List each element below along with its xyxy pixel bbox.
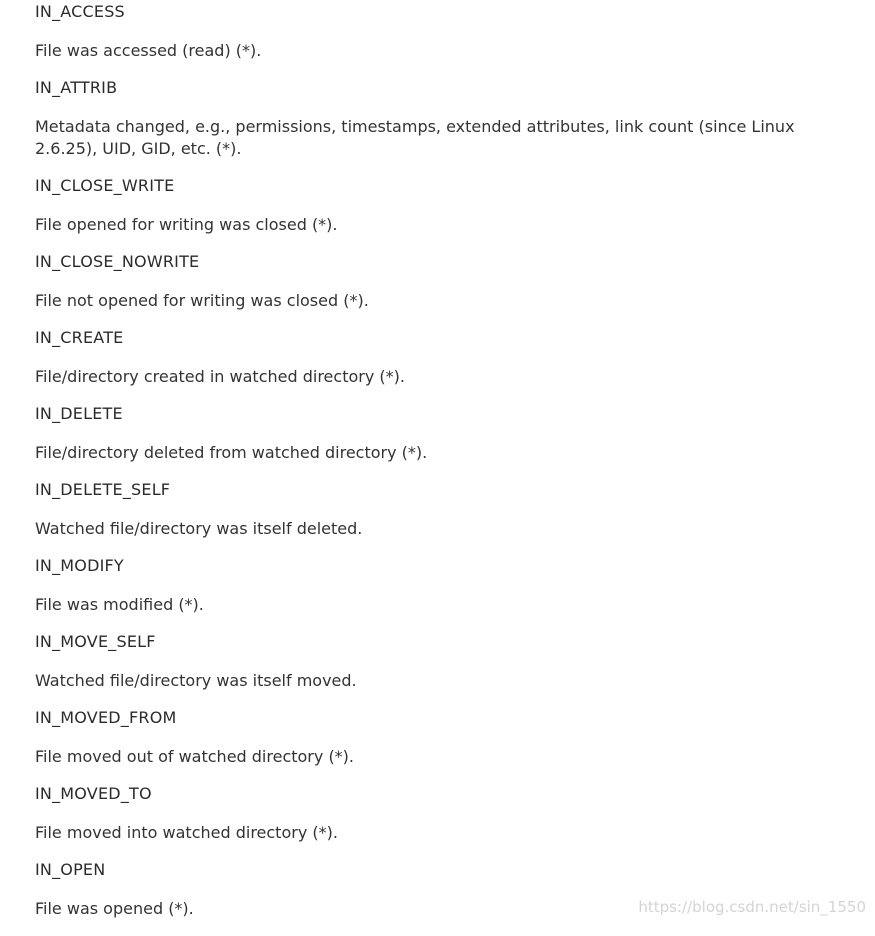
event-description: File/directory deleted from watched directory (*). bbox=[35, 443, 428, 462]
event-name: IN_MODIFY bbox=[35, 556, 124, 575]
event-description: File/directory created in watched directory (*). bbox=[35, 367, 405, 386]
event-description: File was accessed (read) (*). bbox=[35, 41, 262, 60]
inotify-event-list bbox=[35, 2, 835, 936]
event-description: File moved into watched directory (*). bbox=[35, 823, 338, 842]
event-description: File not opened for writing was closed (*). bbox=[35, 291, 369, 310]
event-name: IN_DELETE_SELF bbox=[35, 480, 171, 499]
entry-in-moved-from bbox=[35, 708, 835, 768]
entry-in-close-nowrite bbox=[35, 252, 835, 312]
event-description: Watched file/directory was itself deleted. bbox=[35, 519, 363, 538]
entry-in-modify bbox=[35, 556, 835, 616]
entry-in-delete bbox=[35, 404, 835, 464]
event-description: File was modified (*). bbox=[35, 595, 204, 614]
entry-in-create bbox=[35, 328, 835, 388]
entry-in-attrib bbox=[35, 78, 835, 160]
event-name: IN_CLOSE_WRITE bbox=[35, 176, 175, 195]
event-name: IN_MOVED_FROM bbox=[35, 708, 177, 727]
entry-in-access bbox=[35, 2, 835, 62]
event-name: IN_CLOSE_NOWRITE bbox=[35, 252, 200, 271]
event-name: IN_OPEN bbox=[35, 860, 106, 879]
watermark: https://blog.csdn.net/sin_1550 bbox=[638, 898, 866, 916]
event-name: IN_ACCESS bbox=[35, 2, 125, 21]
entry-in-moved-to bbox=[35, 784, 835, 844]
event-name: IN_MOVED_TO bbox=[35, 784, 152, 803]
event-name: IN_MOVE_SELF bbox=[35, 632, 156, 651]
event-description: Watched file/directory was itself moved. bbox=[35, 671, 357, 690]
event-description: File was opened (*). bbox=[35, 899, 194, 918]
event-description: File moved out of watched directory (*). bbox=[35, 747, 355, 766]
event-name: IN_CREATE bbox=[35, 328, 124, 347]
entry-in-delete-self bbox=[35, 480, 835, 540]
event-description: Metadata changed, e.g., permissions, timestamps, extended attributes, link count (since Linux 2.6.25), UID, GID, etc. (*). bbox=[35, 117, 795, 158]
event-description: File opened for writing was closed (*). bbox=[35, 215, 338, 234]
event-name: IN_DELETE bbox=[35, 404, 123, 423]
entry-in-close-write bbox=[35, 176, 835, 236]
event-name: IN_ATTRIB bbox=[35, 78, 118, 97]
entry-in-move-self bbox=[35, 632, 835, 692]
